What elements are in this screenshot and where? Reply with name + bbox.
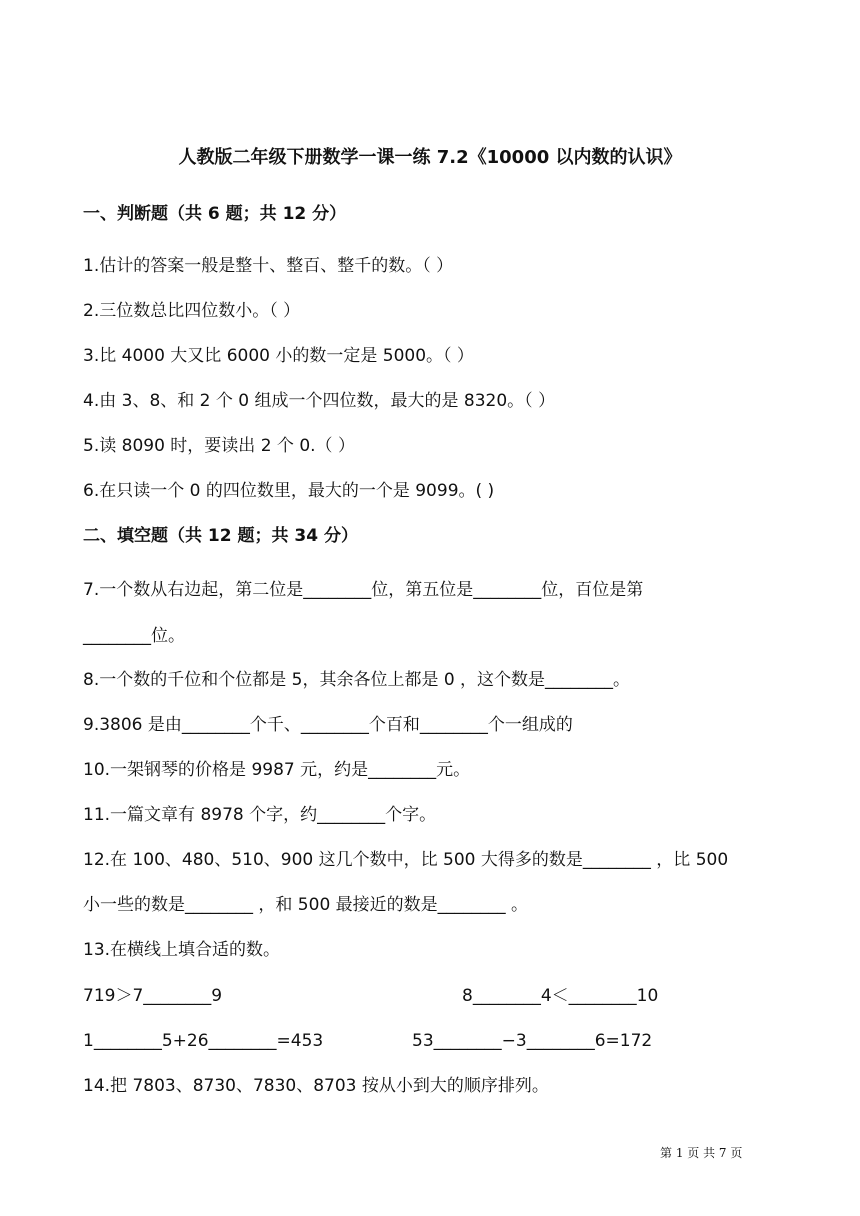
question-5: 5.读 8090 时，要读出 2 个 0.（ ）	[83, 436, 355, 456]
question-14: 14.把 7803、8730、7830、8703 按从小到大的顺序排列。	[83, 1076, 549, 1096]
question-13-item-b: 8________4＜________10	[462, 986, 659, 1006]
question-13-item-d: 53________−3________6=172	[412, 1031, 653, 1051]
section-heading-fill-blank: 二、填空题（共 12 题；共 34 分）	[83, 526, 358, 546]
question-4: 4.由 3、8、和 2 个 0 组成一个四位数，最大的是 8320。（ ）	[83, 391, 556, 411]
question-13: 13.在横线上填合适的数。	[83, 940, 281, 960]
question-9: 9.3806 是由________个千、________个百和________个一组成的	[83, 715, 573, 735]
question-7-line-1: 7.一个数从右边起，第二位是________位，第五位是________位，百位是第	[83, 580, 644, 600]
question-7-line-2: ________位。	[83, 626, 185, 646]
question-12-line-2: 小一些的数是________ ，和 500 最接近的数是________ 。	[83, 895, 529, 915]
question-2: 2.三位数总比四位数小。（ ）	[83, 301, 301, 321]
question-3: 3.比 4000 大又比 6000 小的数一定是 5000。（ ）	[83, 346, 474, 366]
question-6: 6.在只读一个 0 的四位数里，最大的一个是 9099。( )	[83, 481, 495, 501]
question-13-item-a: 719＞7________9	[83, 986, 223, 1006]
question-13-item-c: 1________5+26________=453	[83, 1031, 324, 1051]
document-title: 人教版二年级下册数学一课一练 7.2《10000 以内数的认识》	[178, 147, 682, 168]
question-8: 8.一个数的千位和个位都是 5，其余各位上都是 0 ，这个数是________。	[83, 670, 631, 690]
question-1: 1.估计的答案一般是整十、整百、整千的数。（ ）	[83, 256, 454, 276]
question-11: 11.一篇文章有 8978 个字，约________个字。	[83, 805, 437, 825]
page-footer: 第 1 页 共 7 页	[660, 1146, 743, 1160]
question-12-line-1: 12.在 100、480、510、900 这几个数中，比 500 大得多的数是________ ，比 500	[83, 850, 729, 870]
section-heading-judgement: 一、判断题（共 6 题；共 12 分）	[83, 204, 347, 224]
question-10: 10.一架钢琴的价格是 9987 元，约是________元。	[83, 760, 471, 780]
